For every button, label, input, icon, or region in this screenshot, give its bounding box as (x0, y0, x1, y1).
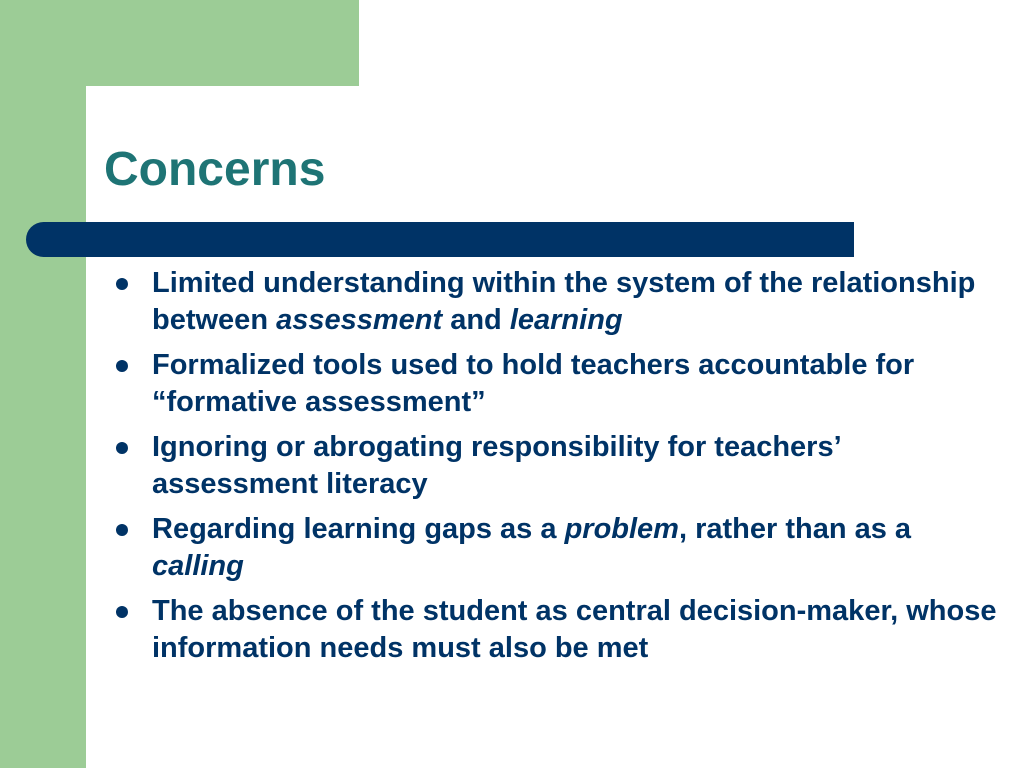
bullet-dot-icon (116, 442, 128, 454)
bullet-dot-icon (116, 524, 128, 536)
bullet-text-segment: Ignoring or abrogating responsibility for teachers’ assessment literacy (152, 431, 841, 500)
bullet-text-segment: , rather than as a (678, 513, 912, 545)
bullet-text-emphasis: learning (509, 304, 623, 336)
bullet-text (152, 513, 911, 582)
bullet-dot-icon (116, 606, 128, 618)
slide-title: Concerns (104, 143, 326, 196)
bullet-item (114, 511, 1004, 585)
bullet-item (114, 593, 1004, 667)
bullet-list (114, 265, 1004, 675)
bullet-text-segment: and (442, 304, 510, 336)
green-top-border (0, 0, 359, 86)
bullet-text (152, 595, 996, 664)
bullet-text (152, 349, 914, 418)
title-underline-bar (26, 222, 854, 257)
bullet-dot-icon (116, 278, 128, 290)
bullet-text-segment: Regarding learning gaps as a (152, 513, 565, 545)
bullet-text (152, 431, 840, 500)
bullet-text-emphasis: assessment (276, 304, 443, 336)
bullet-text-emphasis: calling (152, 550, 244, 582)
bullet-text-segment: The absence of the student as central decision-maker, whose information needs must also be met (152, 595, 997, 664)
bullet-text-segment: Limited understanding within the system of the relationship between (152, 267, 976, 336)
green-side-border (0, 0, 86, 768)
bullet-item (114, 429, 1004, 503)
bullet-item (114, 265, 1004, 339)
bullet-dot-icon (116, 360, 128, 372)
bullet-item (114, 347, 1004, 421)
bullet-text-emphasis: problem (564, 513, 679, 545)
bullet-text (152, 267, 975, 336)
bullet-text-segment: Formalized tools used to hold teachers accountable for “formative assessment” (152, 349, 915, 418)
